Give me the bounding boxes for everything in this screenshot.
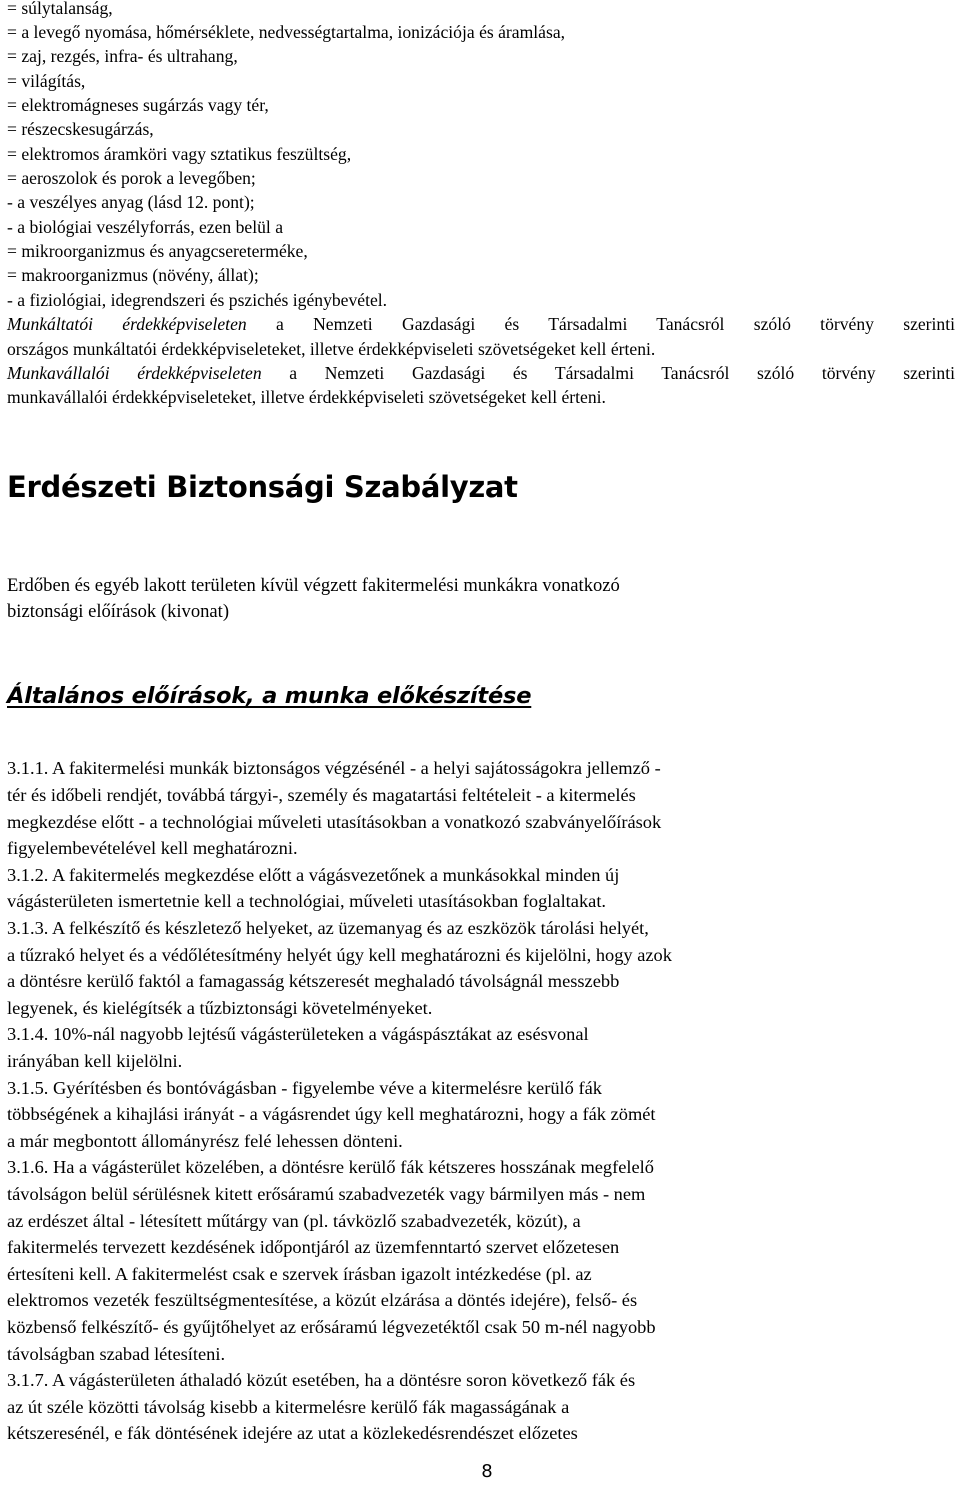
body-line: tér és időbeli rendjét, továbbá tárgyi-, személy és magatartási feltételeit - a kitermelés: [7, 785, 636, 805]
body-line: 3.1.1. A fakitermelési munkák biztonságos végzésénél - a helyi sajátosságokra jellemző -: [7, 758, 661, 778]
body-line: az erdészet által - létesített műtárgy van (pl. távközlő szabadvezeték, közút), a: [7, 1211, 581, 1231]
body-line: a már megbontott állományrész felé lehessen dönteni.: [7, 1131, 403, 1151]
list-item: = elektromágneses sugárzás vagy tér,: [7, 95, 269, 115]
list-item: - a fiziológiai, idegrendszeri és pszichés igénybevétel.: [7, 290, 388, 310]
body-line: a döntésre kerülő faktól a famagasság kétszeresét meghaladó távolságnál messzebb: [7, 971, 620, 991]
list-item: = a levegő nyomása, hőmérséklete, nedvességtartalma, ionizációja és áramlása,: [7, 22, 566, 42]
subheading-line: Erdőben és egyéb lakott területen kívül végzett fakitermelési munkákra vonatkozó: [7, 575, 620, 596]
list-item: = elektromos áramköri vagy sztatikus feszültség,: [7, 144, 352, 164]
definition-term: Munkáltatói érdekképviseleten: [7, 314, 247, 334]
list-item: = zaj, rezgés, infra- és ultrahang,: [7, 46, 238, 66]
body-line: megkezdése előtt - a technológiai műveleti utasításokban a vonatkozó szabványelőírások: [7, 812, 662, 832]
list-item: = mikroorganizmus és anyagcsereterméke,: [7, 241, 308, 261]
list-item: - a biológiai veszélyforrás, ezen belül a: [7, 217, 284, 237]
subheading-line: biztonsági előírások (kivonat): [7, 601, 230, 622]
body-line: távolságban szabad létesíteni.: [7, 1344, 226, 1364]
list-item: = makroorganizmus (növény, állat);: [7, 265, 259, 285]
list-item: = aeroszolok és porok a levegőben;: [7, 168, 256, 188]
body-line: elektromos vezeték feszültségmentesítése, a közút elzárása a döntés idejére), felső- és: [7, 1290, 638, 1310]
body-line: 3.1.2. A fakitermelés megkezdése előtt a vágásvezetőnek a munkásokkal minden új: [7, 865, 620, 885]
body-line: kétszeresénél, e fák döntésének idejére az utat a közlekedésrendészet előzetes: [7, 1423, 578, 1443]
section-title: Általános előírások, a munka előkészítése: [7, 683, 532, 709]
body-line: 3.1.3. A felkészítő és készletező helyeket, az üzemanyag és az eszközök tárolási helyét,: [7, 918, 649, 938]
body-line: vágásterületen ismertetnie kell a technológiai, műveleti utasításokban foglaltakat.: [7, 891, 607, 911]
definition-employee: [7, 362, 955, 384]
body-line: az út széle közötti távolság kisebb a kitermelésre kerülő fák magasságának a: [7, 1397, 570, 1417]
body-line: 3.1.6. Ha a vágásterület közelében, a döntésre kerülő fák kétszeres hosszának megfelelő: [7, 1157, 654, 1177]
body-line: többségének a kihajlási irányát - a vágásrendet úgy kell meghatározni, hogy a fák zömét: [7, 1104, 656, 1124]
list-item: = részecskesugárzás,: [7, 119, 154, 139]
definition-term: Munkavállalói érdekképviseleten: [7, 363, 262, 383]
definition-text: a Nemzeti Gazdasági és Társadalmi Tanácsról szóló törvény szerinti: [246, 314, 956, 334]
body-line: figyelembevételével kell meghatározni.: [7, 838, 298, 858]
list-item: - a veszélyes anyag (lásd 12. pont);: [7, 192, 255, 212]
body-line: 3.1.5. Gyérítésben és bontóvágásban - figyelembe véve a kitermelésre kerülő fák: [7, 1078, 602, 1098]
body-line: irányában kell kijelölni.: [7, 1051, 183, 1071]
body-line: a tűzrakó helyet és a védőlétesítmény helyét úgy kell meghatározni és kijelölni, hogy azok: [7, 945, 672, 965]
definition-text: munkavállalói érdekképviseleteket, illetve érdekképviseleti szövetségeket kell érteni.: [7, 387, 606, 407]
list-item: = súlytalanság,: [7, 0, 113, 18]
page-title: Erdészeti Biztonsági Szabályzat: [7, 470, 518, 504]
body-line: értesíteni kell. A fakitermelést csak e szervek írásban igazolt intézkedése (pl. az: [7, 1264, 592, 1284]
body-line: fakitermelés tervezett kezdésének időpontjáról az üzemfenntartó szervet előzetesen: [7, 1237, 620, 1257]
definition-employer: [7, 313, 955, 335]
body-line: 3.1.7. A vágásterületen áthaladó közút esetében, ha a döntésre soron következő fák és: [7, 1370, 636, 1390]
body-line: legyenek, és kielégítsék a tűzbiztonsági követelményeket.: [7, 998, 433, 1018]
page-number: 8: [481, 1461, 493, 1482]
body-line: távolságon belül sérülésnek kitett erősáramú szabadvezeték vagy bármilyen más - nem: [7, 1184, 646, 1204]
definition-text: a Nemzeti Gazdasági és Társadalmi Tanácsról szóló törvény szerinti: [261, 363, 955, 383]
list-item: = világítás,: [7, 71, 86, 91]
body-line: közbenső felkészítő- és gyűjtőhelyet az erősáramú légvezetéktől csak 50 m-nél nagyobb: [7, 1317, 656, 1337]
definition-text: országos munkáltatói érdekképviseleteket, illetve érdekképviseleti szövetségeket kell érteni.: [7, 339, 656, 359]
body-line: 3.1.4. 10%-nál nagyobb lejtésű vágásterületeken a vágáspásztákat az esésvonal: [7, 1024, 589, 1044]
